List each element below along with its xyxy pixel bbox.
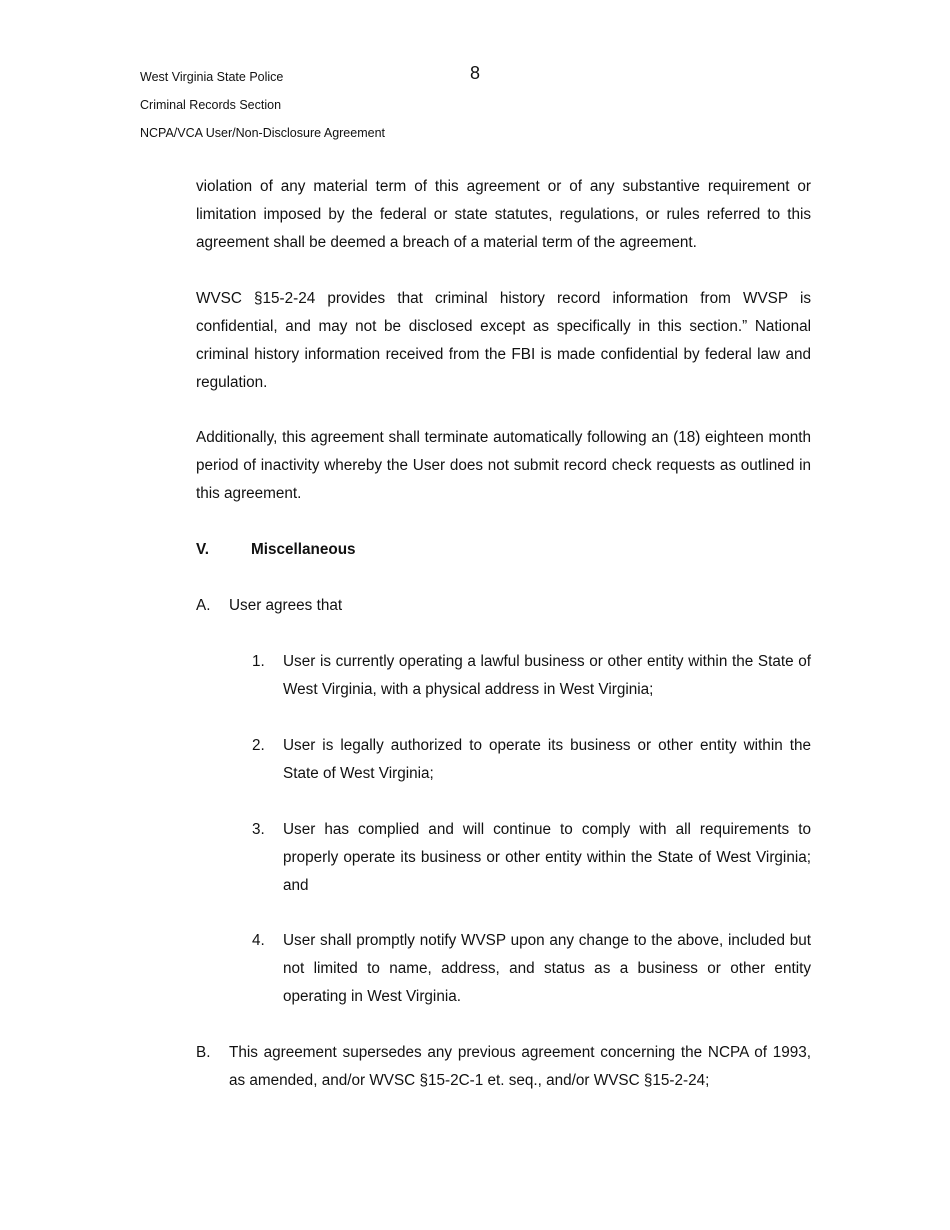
sub-item-text: User has complied and will continue to comply with all requirements to properly operate its business or other entity within the State of West Virginia; and bbox=[283, 821, 811, 894]
sub-item-marker: 2. bbox=[252, 737, 265, 754]
list-item-b bbox=[196, 1039, 811, 1095]
sub-item-text: User is currently operating a lawful business or other entity within the State of West Virginia, with a physical address in West Virginia; bbox=[283, 653, 811, 698]
page-number: 8 bbox=[469, 63, 480, 83]
sub-item-text: User is legally authorized to operate its business or other entity within the State of West Virginia; bbox=[283, 737, 811, 782]
list-item-text: User agrees that bbox=[229, 597, 343, 614]
list-item-a bbox=[196, 592, 811, 620]
sub-item-1 bbox=[252, 648, 811, 704]
sub-item-3 bbox=[252, 816, 811, 900]
section-title: Miscellaneous bbox=[251, 541, 356, 558]
paragraph-confidentiality: WVSC §15-2-24 provides that criminal history record information from WVSP is confidential, and may not be disclosed except as specifically in this section.” National criminal history information received from the FBI is made confidential by federal law and regulation. bbox=[196, 290, 811, 391]
sub-item-text: User shall promptly notify WVSP upon any change to the above, included but not limited to name, address, and status as a business or other entity operating in West Virginia. bbox=[283, 932, 811, 1005]
sub-item-2 bbox=[252, 732, 811, 788]
sub-item-marker: 4. bbox=[252, 932, 265, 949]
list-marker: B. bbox=[196, 1044, 211, 1061]
section-number: V. bbox=[196, 541, 210, 558]
sub-item-4 bbox=[252, 927, 811, 1011]
section-heading bbox=[196, 536, 356, 564]
list-item-text: This agreement supersedes any previous agreement concerning the NCPA of 1993, as amended, and/or WVSC §15-2C-1 et. seq., and/or WVSC §15-2-24; bbox=[229, 1044, 811, 1089]
sub-item-marker: 3. bbox=[252, 821, 265, 838]
list-marker: A. bbox=[196, 597, 211, 614]
header-agency: West Virginia State Police bbox=[140, 70, 284, 84]
sub-item-marker: 1. bbox=[252, 653, 265, 670]
paragraph-termination: Additionally, this agreement shall terminate automatically following an (18) eighteen month period of inactivity whereby the User does not submit record check requests as outlined in this agreement. bbox=[196, 429, 811, 502]
header-document-title: NCPA/VCA User/Non-Disclosure Agreement bbox=[140, 126, 385, 140]
paragraph-breach: violation of any material term of this agreement or of any substantive requirement or limitation imposed by the federal or state statutes, regulations, or rules referred to this agreement shall be deemed a breach of a material term of the agreement. bbox=[196, 178, 811, 251]
header-section: Criminal Records Section bbox=[140, 98, 282, 112]
